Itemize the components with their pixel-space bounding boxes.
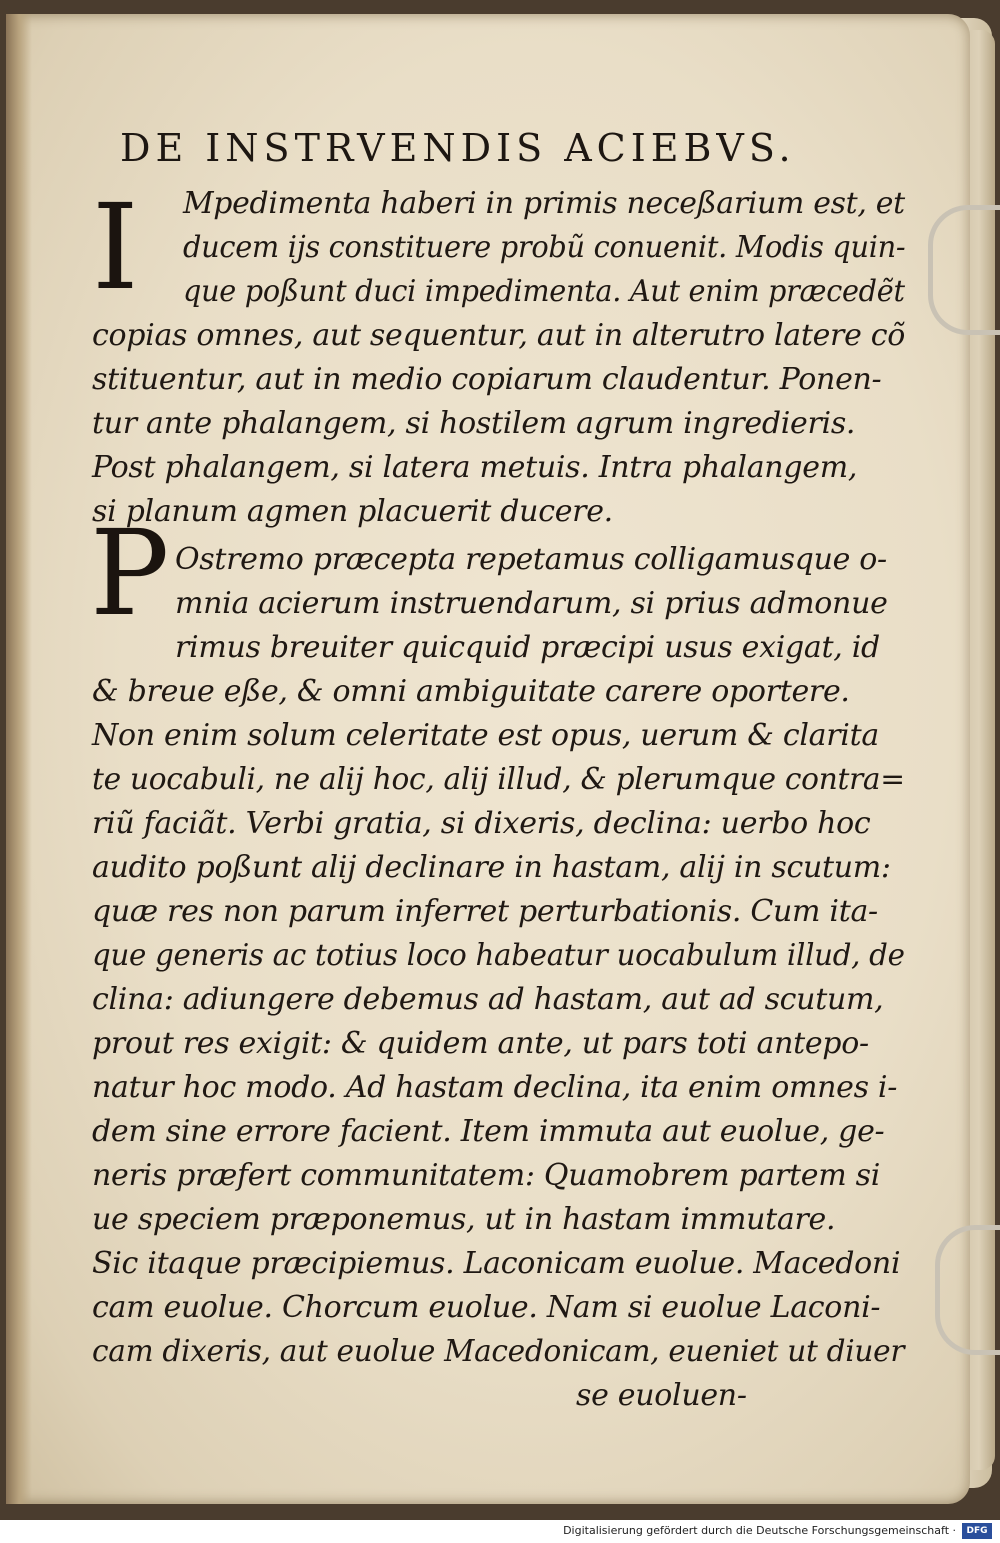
dfg-logo-icon[interactable]: DFG bbox=[962, 1523, 992, 1539]
text-line: riũ faciãt. Verbi gratia, si dixeris, declina: uerbo hoc bbox=[92, 806, 871, 841]
text-line: dem sine errore facient. Item immuta aut euolue, ge- bbox=[92, 1114, 885, 1149]
text-line: Post phalangem, si latera metuis. Intra phalangem, bbox=[92, 450, 858, 485]
text-line: Non enim solum celeritate est opus, uerum & clarita bbox=[92, 718, 879, 753]
text-line: ue speciem præponemus, ut in hastam immutare. bbox=[92, 1202, 836, 1237]
text-line: cam dixeris, aut euolue Macedonicam, eueniet ut diuer bbox=[92, 1334, 905, 1369]
text-line: audito poßunt alij declinare in hastam, alij in scutum: bbox=[92, 850, 891, 885]
catchword: se euoluen- bbox=[576, 1378, 747, 1413]
text-line: rimus breuiter quicquid præcipi usus exigat, id bbox=[175, 630, 880, 665]
text-line: natur hoc modo. Ad hastam declina, ita enim omnes i- bbox=[92, 1070, 898, 1105]
text-line: Ostremo præcepta repetamus colligamusque o- bbox=[175, 542, 887, 577]
text-line: clina: adiungere debemus ad hastam, aut ad scutum, bbox=[92, 982, 884, 1017]
text-line: tur ante phalangem, si hostilem agrum ingredieris. bbox=[92, 406, 856, 441]
text-line: & breue eße, & omni ambiguitate carere oportere. bbox=[92, 674, 850, 709]
text-line: stituentur, aut in medio copiarum claudentur. Ponen- bbox=[92, 362, 882, 397]
text-line: si planum agmen placuerit ducere. bbox=[92, 494, 613, 529]
footer-bar bbox=[0, 1520, 1000, 1543]
page-title: DE INSTRVENDIS ACIEBVS. bbox=[120, 126, 796, 170]
dropcap-p: P bbox=[90, 504, 170, 642]
text-line: te uocabuli, ne alij hoc, alij illud, & plerumque contra= bbox=[92, 762, 905, 797]
text-line: quæ res non parum inferret perturbationis. Cum ita- bbox=[92, 894, 878, 929]
text-line: que generis ac totius loco habeatur uocabulum illud, de bbox=[92, 938, 905, 973]
text-line: ducem ijs constituere probũ conuenit. Modis quin- bbox=[183, 230, 906, 265]
dropcap-i: I bbox=[92, 178, 139, 316]
text-line: copias omnes, aut sequentur, aut in alterutro latere cõ bbox=[92, 318, 906, 353]
text-line: cam euolue. Chorcum euolue. Nam si euolue Laconi- bbox=[92, 1290, 881, 1325]
text-line: mnia acierum instruendarum, si prius admonue bbox=[175, 586, 888, 621]
text-line: neris præfert communitatem: Quamobrem partem si bbox=[92, 1158, 881, 1193]
funding-notice: Digitalisierung gefördert durch die Deutsche Forschungsgemeinschaft · bbox=[563, 1524, 956, 1537]
text-line: que poßunt duci impedimenta. Aut enim præcedẽt bbox=[183, 274, 905, 309]
text-line: prout res exigit: & quidem ante, ut pars toti antepo- bbox=[92, 1026, 869, 1061]
text-line: Sic itaque præcipiemus. Laconicam euolue. Macedoni bbox=[92, 1246, 901, 1281]
text-line: Mpedimenta haberi in primis neceßarium est, et bbox=[183, 186, 905, 221]
